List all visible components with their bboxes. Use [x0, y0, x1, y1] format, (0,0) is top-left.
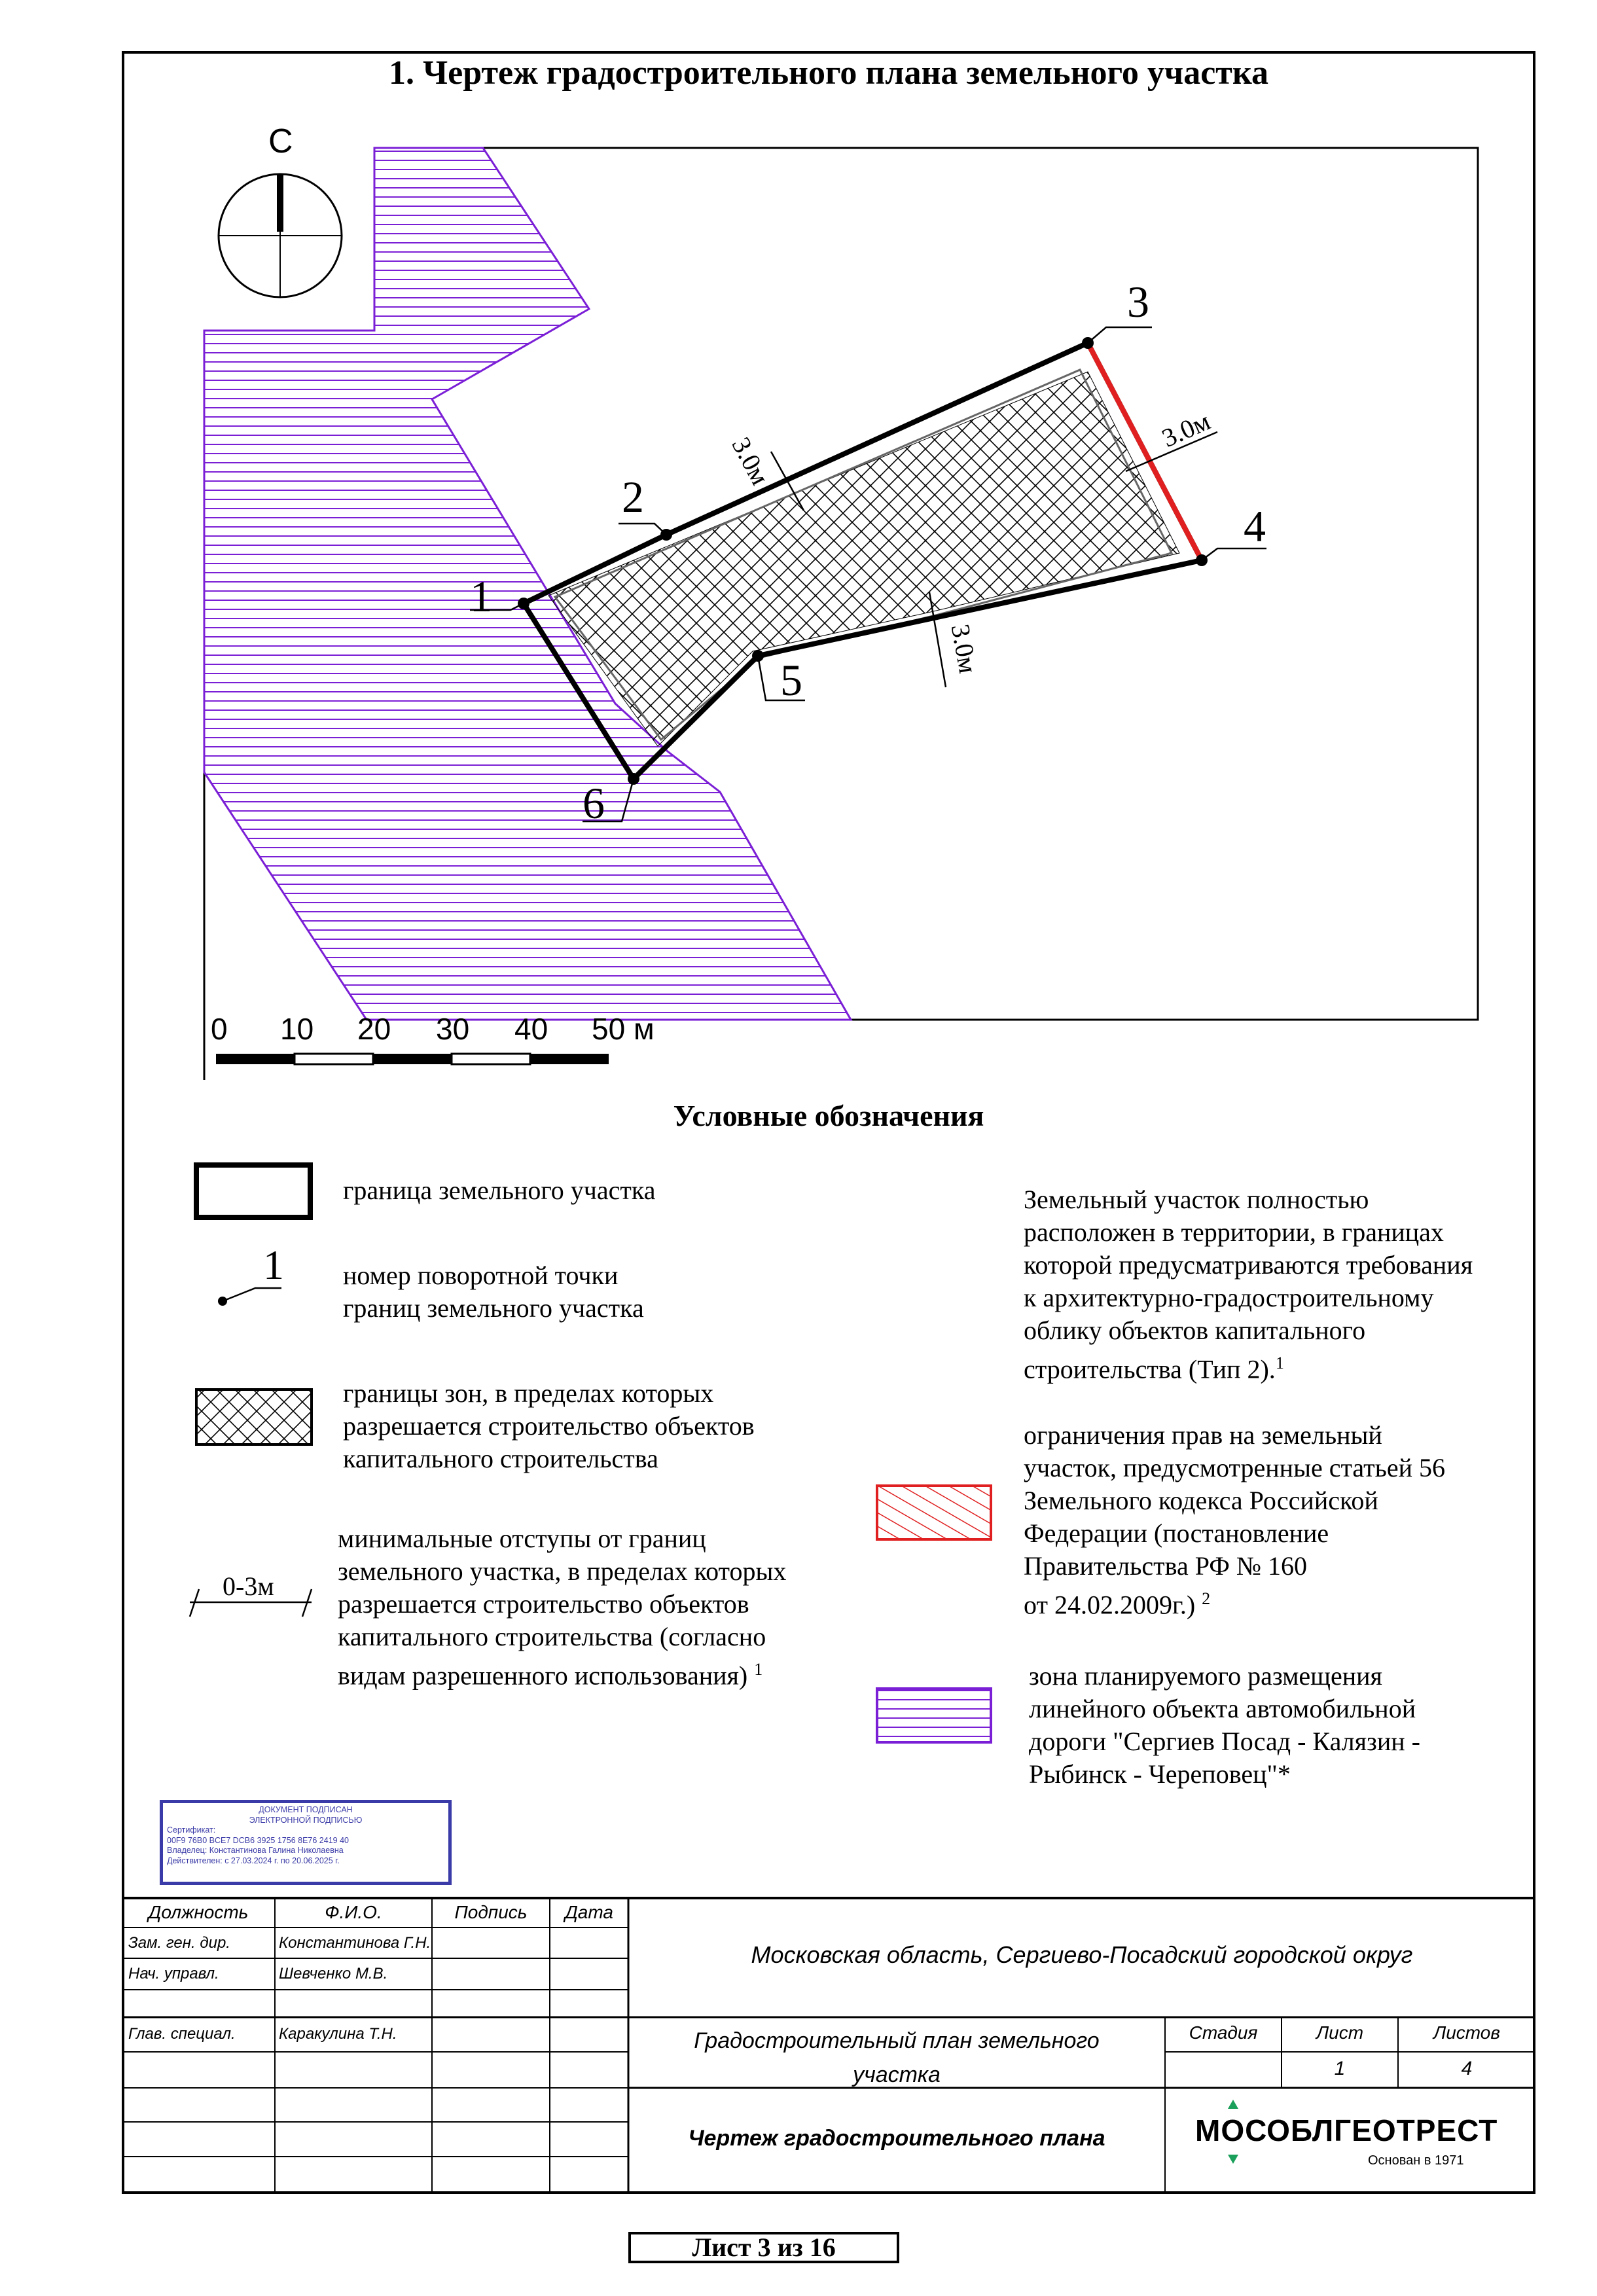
scale-label-10: 10 [280, 1012, 314, 1046]
tb-row-position: Нач. управл. [128, 1965, 219, 1982]
scale-label-40: 40 [514, 1012, 548, 1046]
legend-territory-text: Земельный участок полностью расположен в территории, в границах которой предусматриваются требования к архитектурно-градостроительному облику объектов капитального строительства (Тип 2).$^1$ [1024, 1185, 1473, 1384]
tb-header-position: Должность [148, 1902, 249, 1922]
legend-boundary-text: граница земельного участка [343, 1175, 656, 1205]
point-label-5: 5 [780, 655, 802, 705]
tb-doc-title: Градостроительный план земельного участка [694, 2028, 1100, 2087]
point-label-2: 2 [622, 472, 644, 522]
legend-boundary-symbol [196, 1165, 310, 1217]
point-label-1: 1 [470, 571, 492, 621]
company-name: МОСОБЛГЕОТРЕСТ [1195, 2113, 1498, 2147]
sheet-counter: Лист 3 из 16 [628, 2232, 899, 2263]
legend-point-symbol [218, 1288, 281, 1306]
tb-sheets-value: 4 [1461, 2058, 1473, 2079]
company-tagline: Основан в 1971 [1368, 2153, 1464, 2168]
tb-row-name: Каракулина Т.Н. [279, 2025, 397, 2043]
tb-row-name: Константинова Г.Н. [279, 1934, 431, 1952]
e-signature-stamp: ДОКУМЕНТ ПОДПИСАН ЭЛЕКТРОННОЙ ПОДПИСЬЮ Сертификат: 00F9 76B0 BCE7 DCB6 3925 1756 8E76 2419 40 Владелец: Константинова Галина Николаевна Действителен: с 27.03.2024 г. по 20.06.2025 г. [160, 1800, 452, 1885]
tb-stage-header: Стадия [1189, 2022, 1258, 2043]
legend-title: Условные обозначения [673, 1099, 984, 1132]
setback-label-east: 3.0м [1157, 406, 1215, 454]
legend-road-zone-text: зона планируемого размещения линейного объекта автомобильной дороги "Сергиев Посад - Калязин - Рыбинск - Череповец"* [1029, 1661, 1420, 1789]
tb-row-position: Глав. специал. [128, 2025, 236, 2043]
legend-point-text: номер поворотной точки границ земельного участка [343, 1261, 644, 1323]
tb-row-position: Зам. ген. дир. [128, 1934, 230, 1952]
scale-label-0: 0 [211, 1012, 228, 1046]
scale-label-50: 50 м [592, 1012, 655, 1046]
page-title: 1. Чертеж градостроительного плана земельного участка [388, 54, 1268, 92]
point-label-4: 4 [1244, 501, 1266, 551]
legend-restriction-symbol [877, 1486, 991, 1539]
legend-point-sample: 1 [263, 1242, 284, 1288]
scale-label-20: 20 [357, 1012, 391, 1046]
setback-label-south: 3.0м [945, 622, 984, 676]
setback-label-north: 3.0м [726, 432, 776, 490]
legend-setback-sample: 0-3м [223, 1571, 274, 1601]
tb-header-signature: Подпись [454, 1902, 528, 1922]
north-arrow [219, 174, 342, 297]
scale-label-30: 30 [436, 1012, 470, 1046]
tb-sheets-header: Листов [1433, 2022, 1500, 2043]
north-letter: С [268, 122, 293, 160]
legend-build-zone-text: границы зон, в пределах которых разрешается строительство объектов капитального строительства [343, 1378, 755, 1473]
legend-build-zone-symbol [196, 1390, 312, 1444]
point-label-6: 6 [583, 778, 605, 828]
tb-header-name: Ф.И.О. [325, 1902, 382, 1922]
point-label-3: 3 [1127, 277, 1149, 327]
legend-road-zone-symbol [877, 1689, 991, 1742]
tb-row-name: Шевченко М.В. [279, 1965, 388, 1982]
tb-sheet-header: Лист [1316, 2022, 1364, 2043]
tb-drawing-name: Чертеж градостроительного плана [688, 2126, 1105, 2151]
scale-bar [204, 1020, 609, 1080]
tb-location: Московская область, Сергиево-Посадский городской округ [751, 1941, 1413, 1968]
legend-setback-text: минимальные отступы от границ земельного участка, в пределах которых разрешается строительство объектов капитального строительства (согласно видам разрешенного использования) $^1$ [338, 1524, 787, 1691]
legend-restriction-text: ограничения прав на земельный участок, предусмотренные статьей 56 Земельного кодекса Российской Федерации (постановление Правительства РФ № 160 от 24.02.2009г.) $^2$ [1024, 1420, 1446, 1620]
tb-header-date: Дата [565, 1902, 613, 1922]
tb-sheet-value: 1 [1334, 2058, 1346, 2079]
